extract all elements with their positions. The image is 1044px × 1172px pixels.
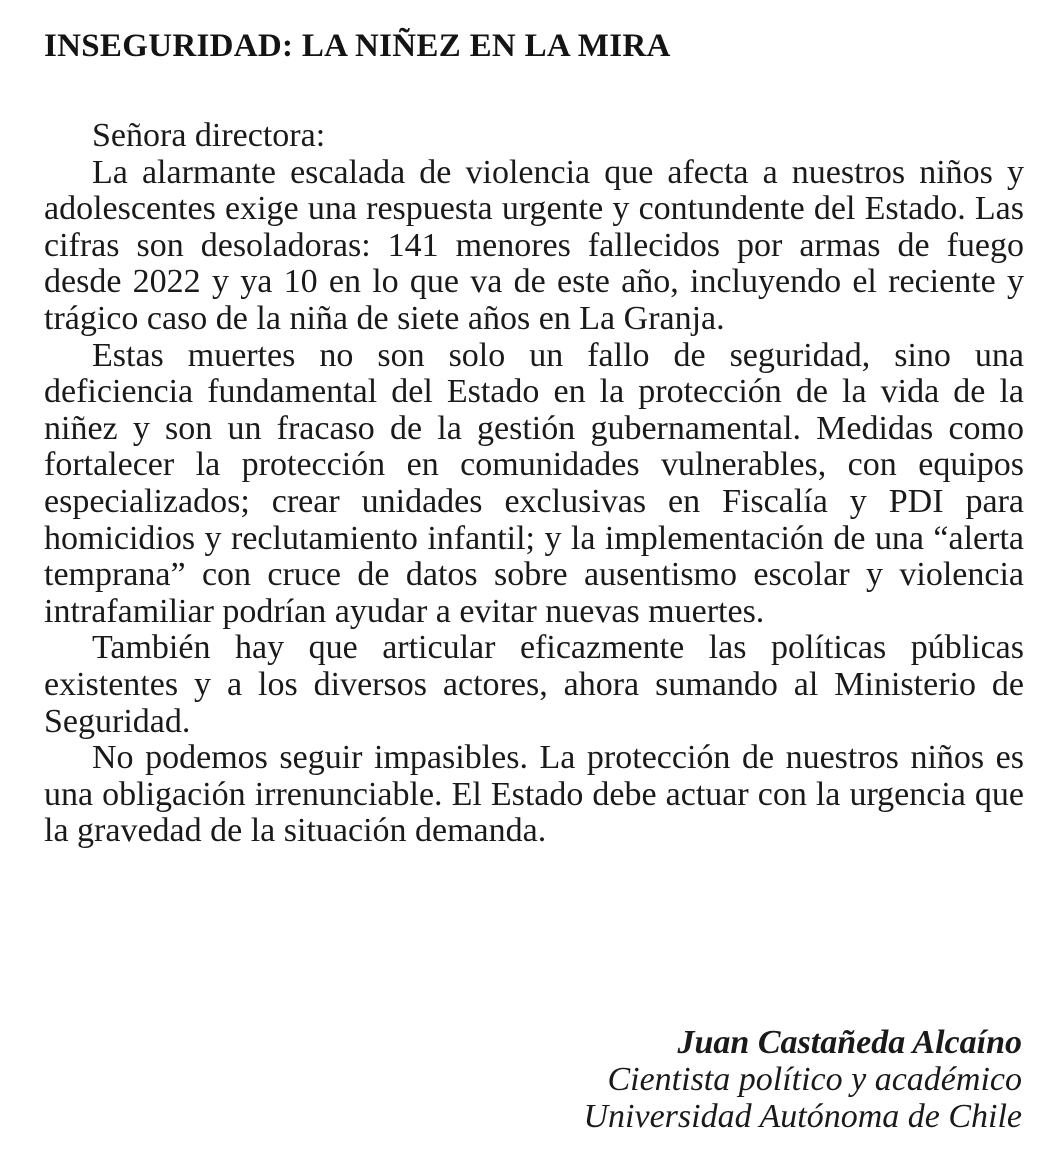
- letter: [44, 22, 1024, 850]
- letter-body: [44, 118, 1024, 850]
- author-affiliation: Universidad Autónoma de Chile: [583, 1098, 1022, 1135]
- paragraph: No podemos seguir impasibles. La protección de nuestros niños es una obligación irrenunciable. El Estado debe actuar con la urgencia que la gravedad de la situación demanda.: [44, 739, 1024, 850]
- salutation: Señora directora:: [92, 117, 326, 154]
- signature-block: [584, 1024, 1023, 1135]
- author-name: Juan Castañeda Alcaíno: [677, 1024, 1022, 1061]
- paragraph: La alarmante escalada de violencia que afecta a nuestros niños y adolescentes exige una respuesta urgente y contundente del Estado. Las cifras son desoladoras: 141 menores fallecidos por armas de fuego desde 2022 y ya 10 en lo que va de este año, incluyendo el reciente y trágico caso de la niña de siete años en La Granja.: [44, 153, 1024, 337]
- author-title: Cientista político y académico: [607, 1061, 1022, 1098]
- paragraph: También hay que articular eficazmente las políticas públicas existentes y a los diversos actores, ahora sumando al Ministerio de Seguridad.: [44, 629, 1024, 740]
- headline: INSEGURIDAD: LA NIÑEZ EN LA MIRA: [44, 28, 671, 64]
- paragraph: Estas muertes no son solo un fallo de seguridad, sino una deficiencia fundamental del Estado en la protección de la vida de la niñez y son un fracaso de la gestión gubernamental. Medidas como fortalecer la protección en comunidades vulnerables, con equipos especializados; crear unidades exclusivas en Fiscalía y PDI para homicidios y reclutamiento infantil; y la implementación de una “alerta temprana” con cruce de datos sobre ausentismo escolar y violencia intrafamiliar podrían ayudar a evitar nuevas muertes.: [44, 336, 1024, 630]
